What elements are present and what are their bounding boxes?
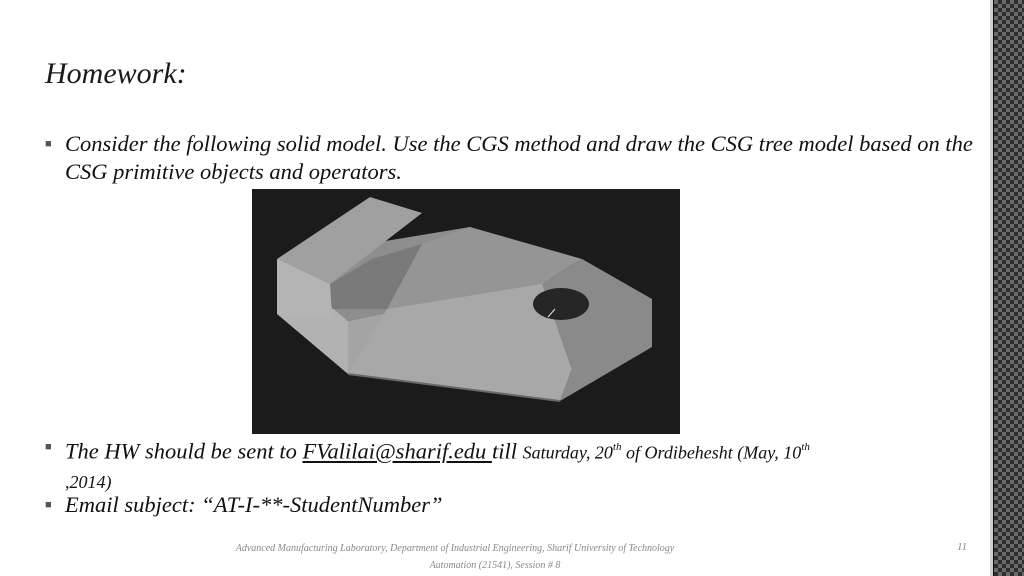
submission-date: Saturday, 20 bbox=[522, 442, 613, 463]
footer-affiliation: Advanced Manufacturing Laboratory, Department of Industrial Engineering, Sharif University of Technology bbox=[235, 543, 675, 554]
bullet-email-subject bbox=[45, 491, 645, 521]
checker-pattern bbox=[994, 0, 1024, 576]
bullet-icon: ■ bbox=[45, 441, 52, 453]
slide-border-decoration bbox=[990, 0, 1024, 576]
bullet-instruction bbox=[45, 130, 975, 190]
email-subject-text: Email subject: “AT-I-**-StudentNumber” bbox=[65, 492, 443, 517]
footer-course: Automation (21541), Session # 8 bbox=[429, 560, 561, 571]
page-number: 11 bbox=[957, 541, 968, 553]
bullet-submission bbox=[45, 433, 975, 491]
submission-till: till bbox=[491, 438, 523, 464]
solid-model-drawing bbox=[252, 189, 680, 434]
bullet-icon: ■ bbox=[45, 138, 52, 150]
submission-date-suffix: th bbox=[612, 441, 622, 453]
email-link[interactable]: FValilai@sharif.edu bbox=[302, 438, 492, 464]
bullet-icon: ■ bbox=[45, 499, 52, 511]
submission-year: ,2014) bbox=[65, 471, 112, 492]
solid-model-image bbox=[252, 189, 680, 434]
submission-month-suffix: th bbox=[801, 441, 810, 453]
bullet-instruction-text: Consider the following solid model. Use the CGS method and draw the CSG tree model based on the CSG primitive objects and operators. bbox=[65, 131, 973, 184]
submission-prefix: The HW should be sent to bbox=[65, 438, 303, 464]
submission-month: of Ordibehesht (May, 10 bbox=[621, 442, 802, 463]
bullet-submission-text bbox=[65, 433, 810, 496]
slide-title: Homework: bbox=[45, 57, 187, 90]
